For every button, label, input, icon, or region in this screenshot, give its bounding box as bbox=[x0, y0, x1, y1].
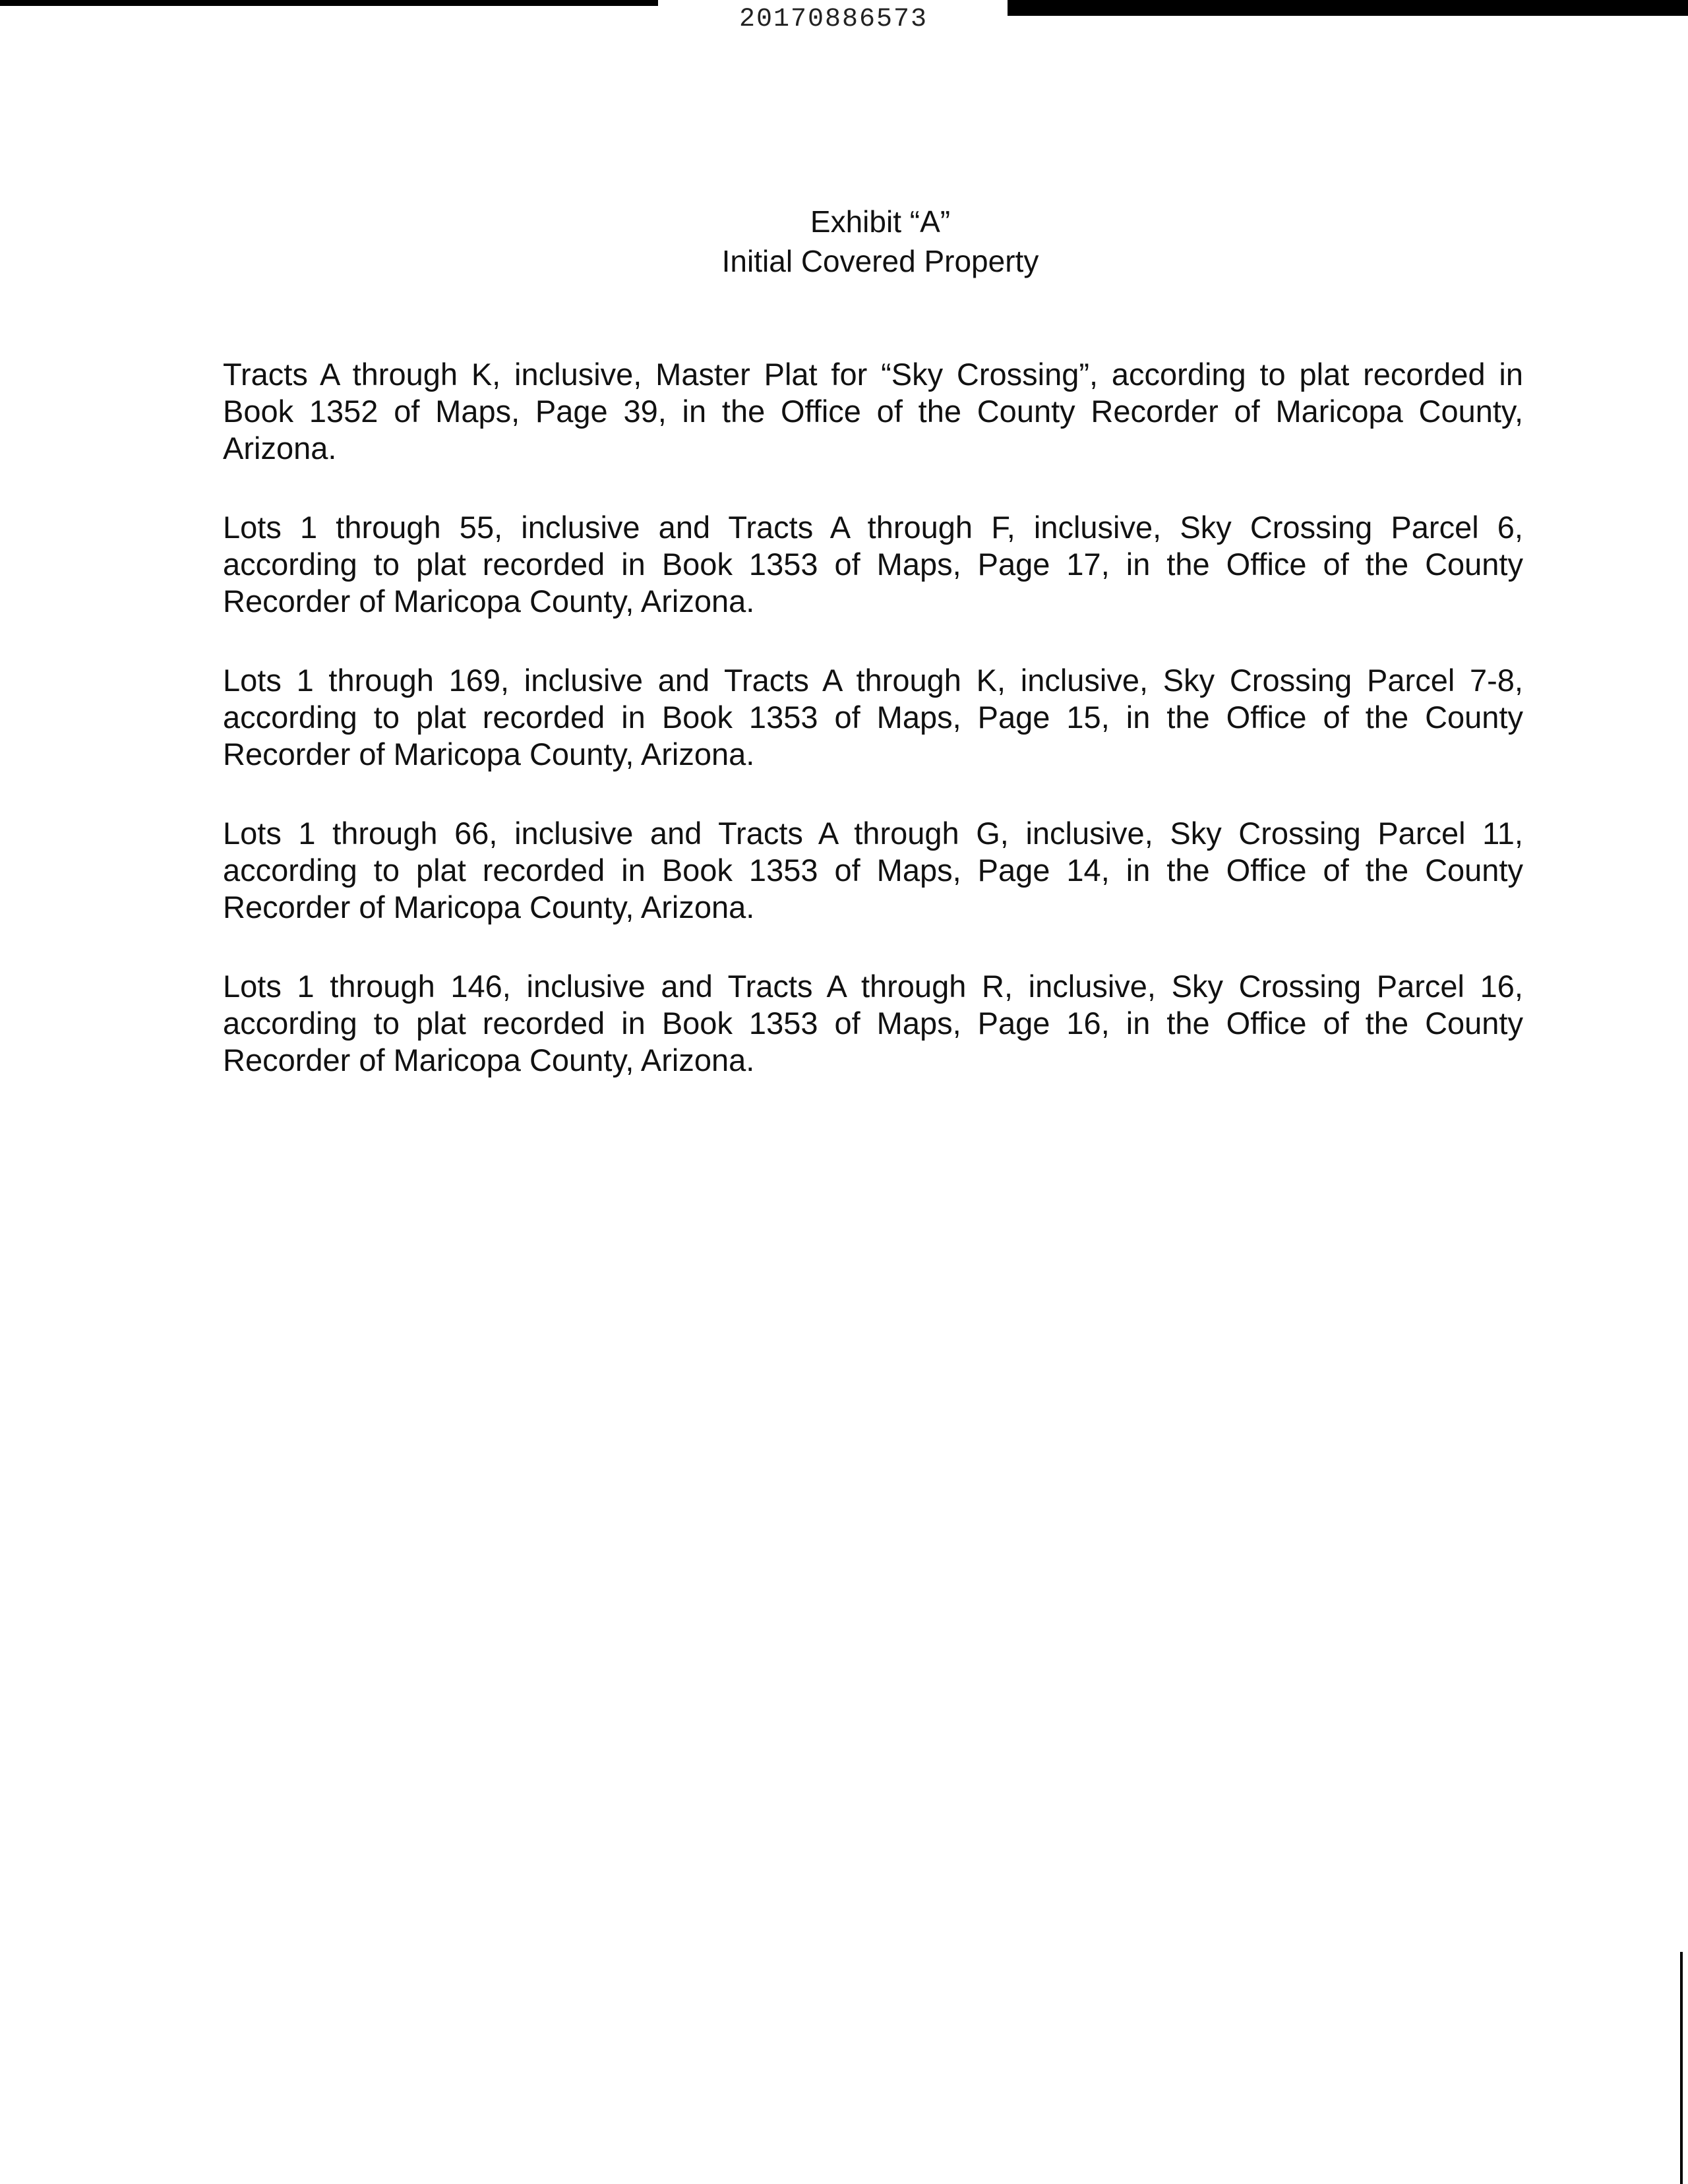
scan-edge-line-right bbox=[1680, 1952, 1683, 2184]
property-paragraph: Lots 1 through 66, inclusive and Tracts A through G, inclusive, Sky Crossing Parcel 11, according to plat recorded in Book 1353 of Maps, Page 14, in the Office of the County Recorder of Maricopa County, Arizona. bbox=[223, 816, 1523, 925]
exhibit-title: Exhibit “A” bbox=[810, 204, 951, 239]
property-paragraph: Lots 1 through 55, inclusive and Tracts A through F, inclusive, Sky Crossing Parcel 6, according to plat recorded in Book 1353 of Maps, Page 17, in the Office of the County Recorder of Maricopa County, Arizona. bbox=[223, 510, 1523, 619]
property-paragraph: Tracts A through K, inclusive, Master Plat for “Sky Crossing”, according to plat recorded in Book 1352 of Maps, Page 39, in the Office of the County Recorder of Maricopa County, Arizona. bbox=[223, 357, 1523, 466]
property-paragraph: Lots 1 through 169, inclusive and Tracts A through K, inclusive, Sky Crossing Parcel 7-8, according to plat recorded in Book 1353 of Maps, Page 15, in the Office of the County Recorder of Maricopa County, Arizona. bbox=[223, 663, 1523, 772]
scan-edge-bar-right bbox=[1008, 0, 1688, 16]
recording-number: 20170886573 bbox=[738, 5, 928, 34]
exhibit-title-block bbox=[0, 202, 1688, 281]
scan-edge-bar-left bbox=[0, 0, 658, 6]
property-paragraph: Lots 1 through 146, inclusive and Tracts A through R, inclusive, Sky Crossing Parcel 16, according to plat recorded in Book 1353 of Maps, Page 16, in the Office of the County Recorder of Maricopa County, Arizona. bbox=[223, 969, 1523, 1077]
property-description-list bbox=[223, 356, 1523, 1121]
exhibit-subtitle: Initial Covered Property bbox=[721, 244, 1039, 278]
